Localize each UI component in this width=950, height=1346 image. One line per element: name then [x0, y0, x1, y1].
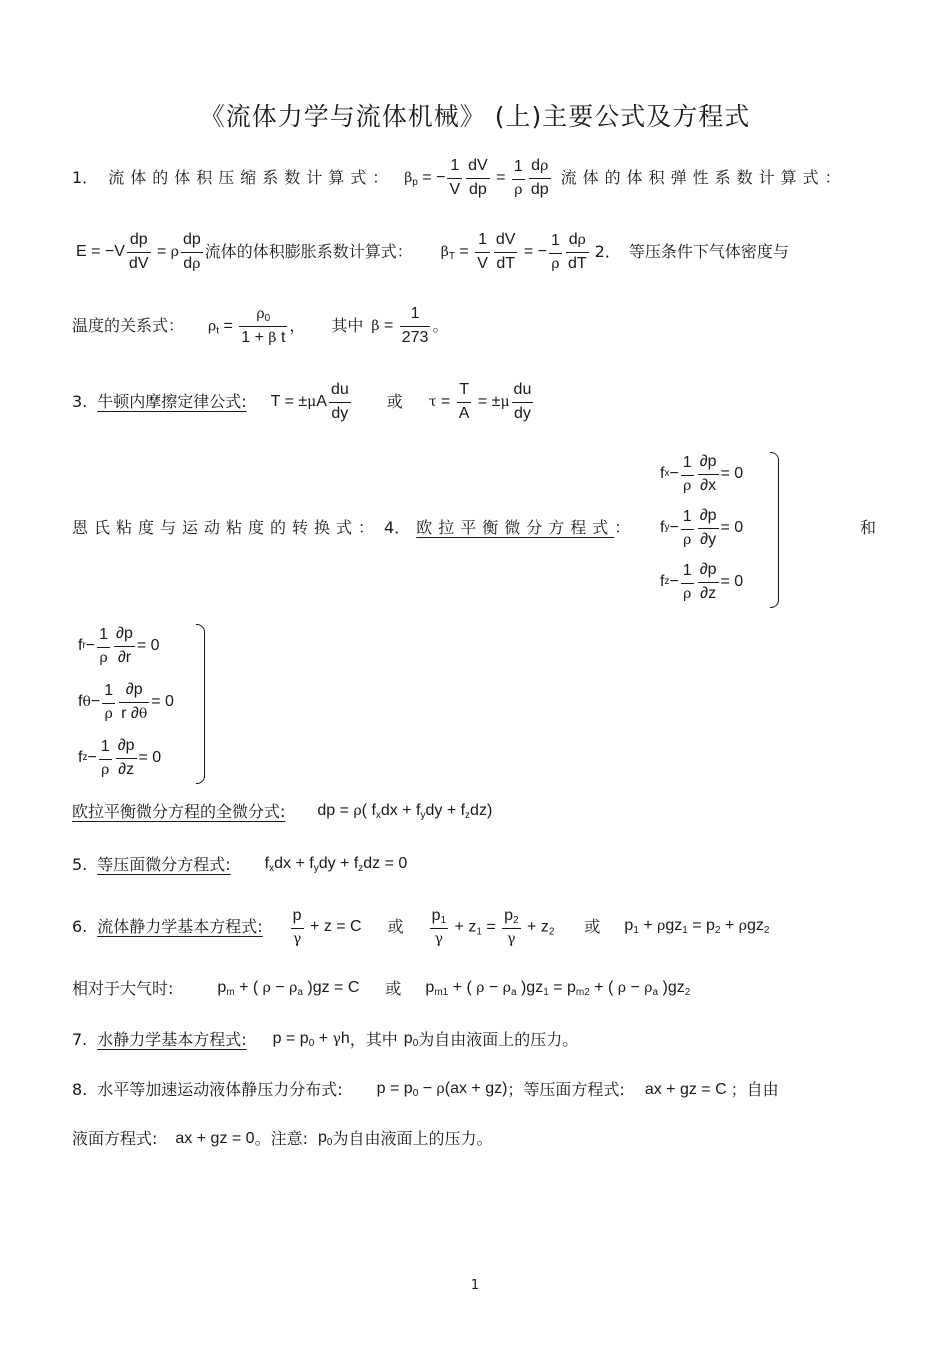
hydrostatics-title: 流体静力学基本方程式: [97, 917, 263, 936]
beta-formula: β = $\frac{1}{273}$ [371, 305, 429, 346]
brace-right-2 [196, 624, 205, 784]
free-surface-pressure-note: 为自由液面上的压力。 [418, 1030, 579, 1049]
water-statics-formula: $p = p_0 + \gamma h$ [272, 1030, 350, 1049]
isobar-formula: ax + gz = C [644, 1081, 727, 1098]
density-temp-formula: $\rho_t$ = $\frac{\rho_0}{\text{1 + β t}}$ [208, 305, 286, 347]
euler-theta-eq: f θ − $\frac{1}{\rho}$ $\frac{\partial p}{r \partial\theta}$ = 0 [78, 681, 174, 722]
free-label: ；自由 [730, 1080, 779, 1099]
euler-cartesian-system [660, 454, 778, 602]
line-6 [72, 906, 769, 948]
or-label-2: 或 [387, 917, 404, 936]
compressibility-formula: $\beta_p$ = − $\frac{1}{V}$ $\frac{dV}{dp}$ = $\frac{1}{\rho}$ $\frac{d\rho}{dp}$ [404, 157, 549, 198]
isobar-diff-title: 等压面微分方程式: [97, 855, 231, 874]
line-5-isobar [72, 855, 407, 875]
section-3-label: 3. [72, 392, 88, 411]
line-3 [72, 306, 448, 346]
period: 。 [432, 316, 449, 335]
brace-right [770, 452, 779, 608]
euler-total-diff-formula: dp = ρ( $f_xdx + f_ydy + f_zdz$) [317, 802, 493, 821]
relative-atm-label: 相对于大气时: [72, 979, 174, 998]
elasticity-formula: E = −V $\frac{dp}{dV}$ = ρ $\frac{dp}{d\rho}$ [76, 231, 201, 272]
relative-formula-2: $p_{m1}$ + ( $\rho - \rho_a$ )$gz_1 = p_{m2}$ + ( $\rho - \rho_a$ )$gz_2$ [425, 979, 691, 998]
where-label: 其中 [331, 316, 364, 335]
free-surface-label: 液面方程式: [72, 1129, 158, 1148]
line-5 [72, 518, 630, 538]
p0-symbol-2: $p_0$ [317, 1129, 333, 1148]
line-6-rel [72, 979, 690, 999]
expansion-formula: $\beta_T$ = $\frac{1}{V}$ $\frac{dV}{dT}$ = − $\frac{1}{\rho}$ $\frac{d\rho}{dT}$ [440, 231, 587, 272]
accel-pressure-formula: $p = p_0 - \rho(ax + gz)$ [376, 1080, 508, 1099]
viscosity-conversion-label: 恩氏粘度与运动粘度的转换式： [72, 518, 381, 537]
euler-y-eq: f y − $\frac{1}{\rho}$ $\frac{\partial p}{\partial y}$ = 0 [660, 507, 744, 548]
page-title: 《流体力学与流体机械》 (上)主要公式及方程式 [199, 102, 751, 131]
comma: ， [289, 316, 306, 335]
newton-law-title: 牛顿内摩擦定律公式: [97, 392, 247, 411]
and-label: 和 [860, 518, 877, 537]
isobar-label: ；等压面方程式: [507, 1080, 625, 1099]
isobar-diff-formula: $f_xdx + f_ydy + f_zdz = 0$ [264, 855, 408, 874]
section-1-label: 1． [72, 168, 99, 187]
euler-z-eq: f z − $\frac{1}{\rho}$ $\frac{\partial p}{\partial z}$ = 0 [660, 561, 744, 602]
expansion-label: 流体的体积膨胀系数计算式： [204, 242, 413, 261]
note-label: 。注意: [254, 1129, 308, 1148]
line-8-cont [72, 1129, 492, 1149]
where-label-2: ，其中 [349, 1030, 398, 1049]
newton-law-formula-2: τ = $\frac{T}{A}$ = ±μ $\frac{du}{dy}$ [428, 381, 532, 422]
euler-cylindrical-system [78, 626, 196, 778]
line-8 [72, 1080, 779, 1100]
or-label: 或 [386, 392, 403, 411]
or-label-4: 或 [385, 979, 402, 998]
euler-total-diff-title: 欧拉平衡微分方程的全微分式: [72, 802, 286, 821]
elasticity-label: 流体的体积弹性系数计算式： [560, 168, 847, 187]
line-2 [76, 232, 789, 272]
euler-equation-title: 欧拉平衡微分方程式 [416, 518, 615, 537]
page-number: 1 [470, 1278, 480, 1293]
section-5-label: 5. [72, 855, 88, 874]
section-4-label: 4． [384, 518, 411, 537]
free-surface-pressure-note-2: 为自由液面上的压力。 [332, 1129, 493, 1148]
euler-r-eq: f r − $\frac{1}{\rho}$ $\frac{\partial p}{\partial r}$ = 0 [78, 625, 160, 666]
colon: ： [614, 518, 631, 537]
section-7-label: 7. [72, 1030, 88, 1049]
line-7 [72, 1030, 578, 1050]
accel-pressure-title: 水平等加速运动液体静压力分布式: [97, 1080, 343, 1099]
water-statics-title: 水静力学基本方程式: [97, 1030, 247, 1049]
hydrostatics-formula-2: $\frac{p_1}{\gamma}$ + $z_1$ = $\frac{p_2}{\gamma}$ + $z_2$ [431, 906, 555, 948]
section-6-label: 6. [72, 917, 88, 936]
line-4 [72, 382, 535, 422]
relative-formula-1: $p_m$ + ( $\rho - \rho_a$ )gz = C [217, 979, 360, 998]
line-1 [72, 158, 847, 198]
density-temp-label-cont: 温度的关系式： [72, 316, 185, 335]
euler-zc-eq: f z − $\frac{1}{\rho}$ $\frac{\partial p}{\partial z}$ = 0 [78, 737, 162, 778]
compressibility-label: 流体的体积压缩系数计算式： [108, 168, 395, 187]
p0-symbol: $p_0$ [403, 1030, 419, 1049]
hydrostatics-formula-3: $p_1 + \rho gz_1 = p_2 + \rho gz_2$ [624, 917, 770, 936]
density-temp-label: 等压条件下气体密度与 [628, 242, 789, 261]
newton-law-formula-1: T = ±μA $\frac{du}{dy}$ [270, 381, 349, 422]
free-surface-formula: ax + gz = 0 [175, 1130, 255, 1147]
hydrostatics-formula-1: $\frac{p}{\gamma}$ + z = C [292, 907, 362, 947]
euler-x-eq: f x − $\frac{1}{\rho}$ $\frac{\partial p}{\partial x}$ = 0 [660, 453, 744, 494]
section-8-label: 8. [72, 1080, 88, 1099]
line-total-diff [72, 802, 492, 822]
section-2-label: 2． [594, 242, 621, 261]
or-label-3: 或 [584, 917, 601, 936]
